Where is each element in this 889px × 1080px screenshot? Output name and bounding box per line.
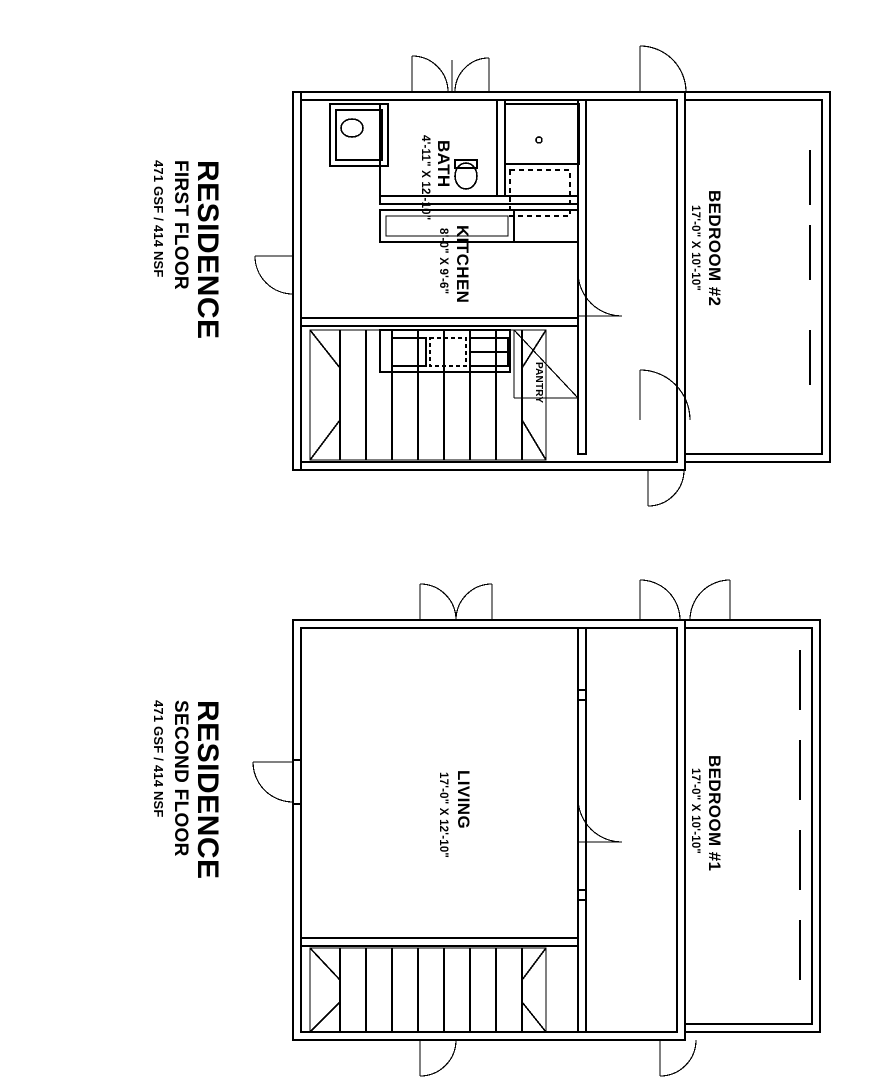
pantry-name: PANTRY [533,362,544,404]
living-dimensions: 17'-0" X 12'-10" [437,772,449,859]
second-floor-plan [0,540,889,1080]
room-label-bath [433,140,452,188]
room-label-kitchen [452,225,471,303]
second-floor-title: RESIDENCE [191,700,224,880]
room-label-pantry [531,362,548,403]
room-label-bedroom-1 [704,755,723,871]
first-floor-title: RESIDENCE [191,160,224,340]
kitchen-name: KITCHEN [453,225,472,304]
room-dim-kitchen [435,228,452,294]
room-label-living [453,770,472,829]
living-name: LIVING [454,770,473,830]
bath-name: BATH [434,140,453,188]
second-floor-subtitle: SECOND FLOOR [170,700,191,857]
first-floor-subtitle: FIRST FLOOR [170,160,191,290]
first-floor-area: 471 GSF / 414 NSF [151,160,167,278]
bath-dimensions: 4'-11" X 12'-10" [419,135,431,221]
bedroom-2-dimensions: 17'-0" X 10'-10" [689,205,701,292]
room-dim-bedroom-2 [687,205,704,291]
room-label-bedroom-2 [704,190,723,306]
kitchen-dimensions: 8'-0" X 9'-6" [437,228,449,295]
bedroom-1-name: BEDROOM #1 [705,755,724,872]
bedroom-1-dimensions: 17'-0" X 10'-10" [689,768,701,855]
room-dim-living [435,772,452,858]
first-floor-title-block [151,160,222,340]
second-floor-title-block [151,700,222,880]
bedroom-2-name: BEDROOM #2 [705,190,724,307]
second-floor-area: 471 GSF / 414 NSF [151,700,167,818]
room-dim-bath [417,135,434,220]
room-dim-bedroom-1 [687,768,704,854]
